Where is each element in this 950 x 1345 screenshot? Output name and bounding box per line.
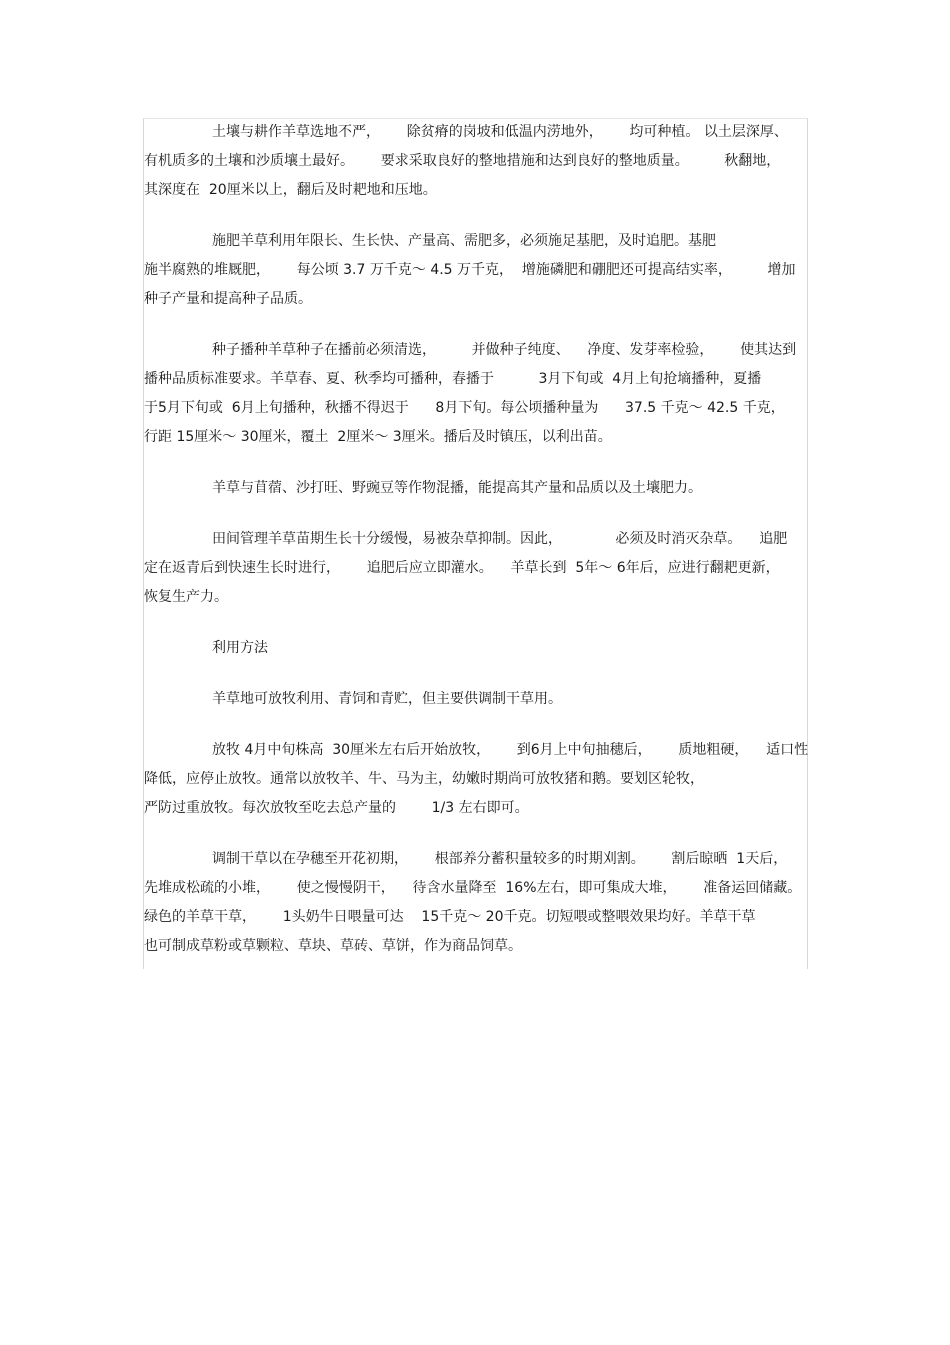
- section-heading-usage-method: [144, 634, 804, 663]
- paragraph-line: 降低，应停止放牧。通常以放牧羊、牛、马为主，幼嫩时期尚可放牧猪和鹅。要划区轮牧，: [144, 771, 704, 787]
- paragraph-line: 于5月下旬或 6月上旬播种，秋播不得迟于 8月下旬。每公顷播种量为 37.5 千克～ 42.5 千克，: [144, 400, 785, 416]
- section-heading: 利用方法: [212, 640, 268, 656]
- paragraph-usage: [144, 685, 804, 714]
- paragraph-line: 土壤与耕作羊草选地不严， 除贫瘠的岗坡和低温内涝地外， 均可种植。 以土层深厚、: [212, 124, 788, 140]
- paragraph-mixed-sowing: [144, 474, 804, 503]
- paragraph-fertilize: [144, 227, 804, 314]
- paragraph-line: 羊草与苜蓿、沙打旺、野豌豆等作物混播，能提高其产量和品质以及土壤肥力。: [212, 480, 702, 496]
- paragraph-grazing: [144, 736, 809, 823]
- paragraph-line: 施肥羊草利用年限长、生长快、产量高、需肥多，必须施足基肥，及时追肥。基肥: [212, 233, 716, 249]
- paragraph-field-management: [144, 525, 804, 612]
- paragraph-line: 也可制成草粉或草颗粒、草块、草砖、草饼，作为商品饲草。: [144, 938, 522, 954]
- paragraph-gap: [144, 714, 804, 736]
- paragraph-gap: [144, 612, 804, 634]
- paragraph-line: 种子产量和提高种子品质。: [144, 291, 312, 307]
- paragraph-gap: [144, 663, 804, 685]
- document-body: [144, 118, 809, 961]
- paragraph-gap: [144, 314, 804, 336]
- paragraph-line: 施半腐熟的堆厩肥， 每公顷 3.7 万千克～ 4.5 万千克， 增施磷肥和硼肥还可提高结实率， 增加: [144, 262, 796, 278]
- paragraph-line: 恢复生产力。: [144, 589, 228, 605]
- paragraph-line: 种子播种羊草种子在播前必须清选， 并做种子纯度、 净度、发芽率检验， 使其达到: [212, 342, 797, 358]
- paragraph-line: 有机质多的土壤和沙质壤土最好。 要求采取良好的整地措施和达到良好的整地质量。 秋翻地，: [144, 153, 781, 169]
- paragraph-line: 绿色的羊草干草， 1头奶牛日喂量可达 15千克～ 20千克。切短喂或整喂效果均好。羊草干草: [144, 909, 756, 925]
- paragraph-line: 严防过重放牧。每次放牧至吃去总产量的 1/3 左右即可。: [144, 800, 529, 816]
- paragraph-line: 先堆成松疏的小堆， 使之慢慢阴干， 待含水量降至 16%左右，即可集成大堆， 准备运回储藏。: [144, 880, 802, 896]
- paragraph-line: 定在返青后到快速生长时进行， 追肥后应立即灌水。 羊草长到 5年～ 6年后，应进行翻耙更新，: [144, 560, 780, 576]
- paragraph-line: 放牧 4月中旬株高 30厘米左右后开始放牧， 到6月上中旬抽穗后， 质地粗硬， 适口性: [212, 742, 809, 758]
- paragraph-gap: [144, 205, 804, 227]
- paragraph-line: 播种品质标准要求。羊草春、夏、秋季均可播种，春播于 3月下旬或 4月上旬抢墒播种，夏播: [144, 371, 762, 387]
- paragraph-gap: [144, 503, 804, 525]
- paragraph-gap: [144, 452, 804, 474]
- paragraph-line: 行距 15厘米～ 30厘米，覆土 2厘米～ 3厘米。播后及时镇压，以利出苗。: [144, 429, 612, 445]
- paragraph-line: 调制干草以在孕穗至开花初期， 根部养分蓄积量较多的时期刈割。 割后晾晒 1天后，: [212, 851, 788, 867]
- paragraph-line: 其深度在 20厘米以上，翻后及时耙地和压地。: [144, 182, 437, 198]
- paragraph-gap: [144, 823, 804, 845]
- paragraph-line: 田间管理羊草苗期生长十分缓慢，易被杂草抑制。因此， 必须及时消灭杂草。 追肥: [212, 531, 788, 547]
- paragraph-hay-making: [144, 845, 804, 961]
- paragraph-sowing: [144, 336, 804, 452]
- paragraph-soil: [144, 118, 804, 205]
- paragraph-line: 羊草地可放牧利用、青饲和青贮，但主要供调制干草用。: [212, 691, 562, 707]
